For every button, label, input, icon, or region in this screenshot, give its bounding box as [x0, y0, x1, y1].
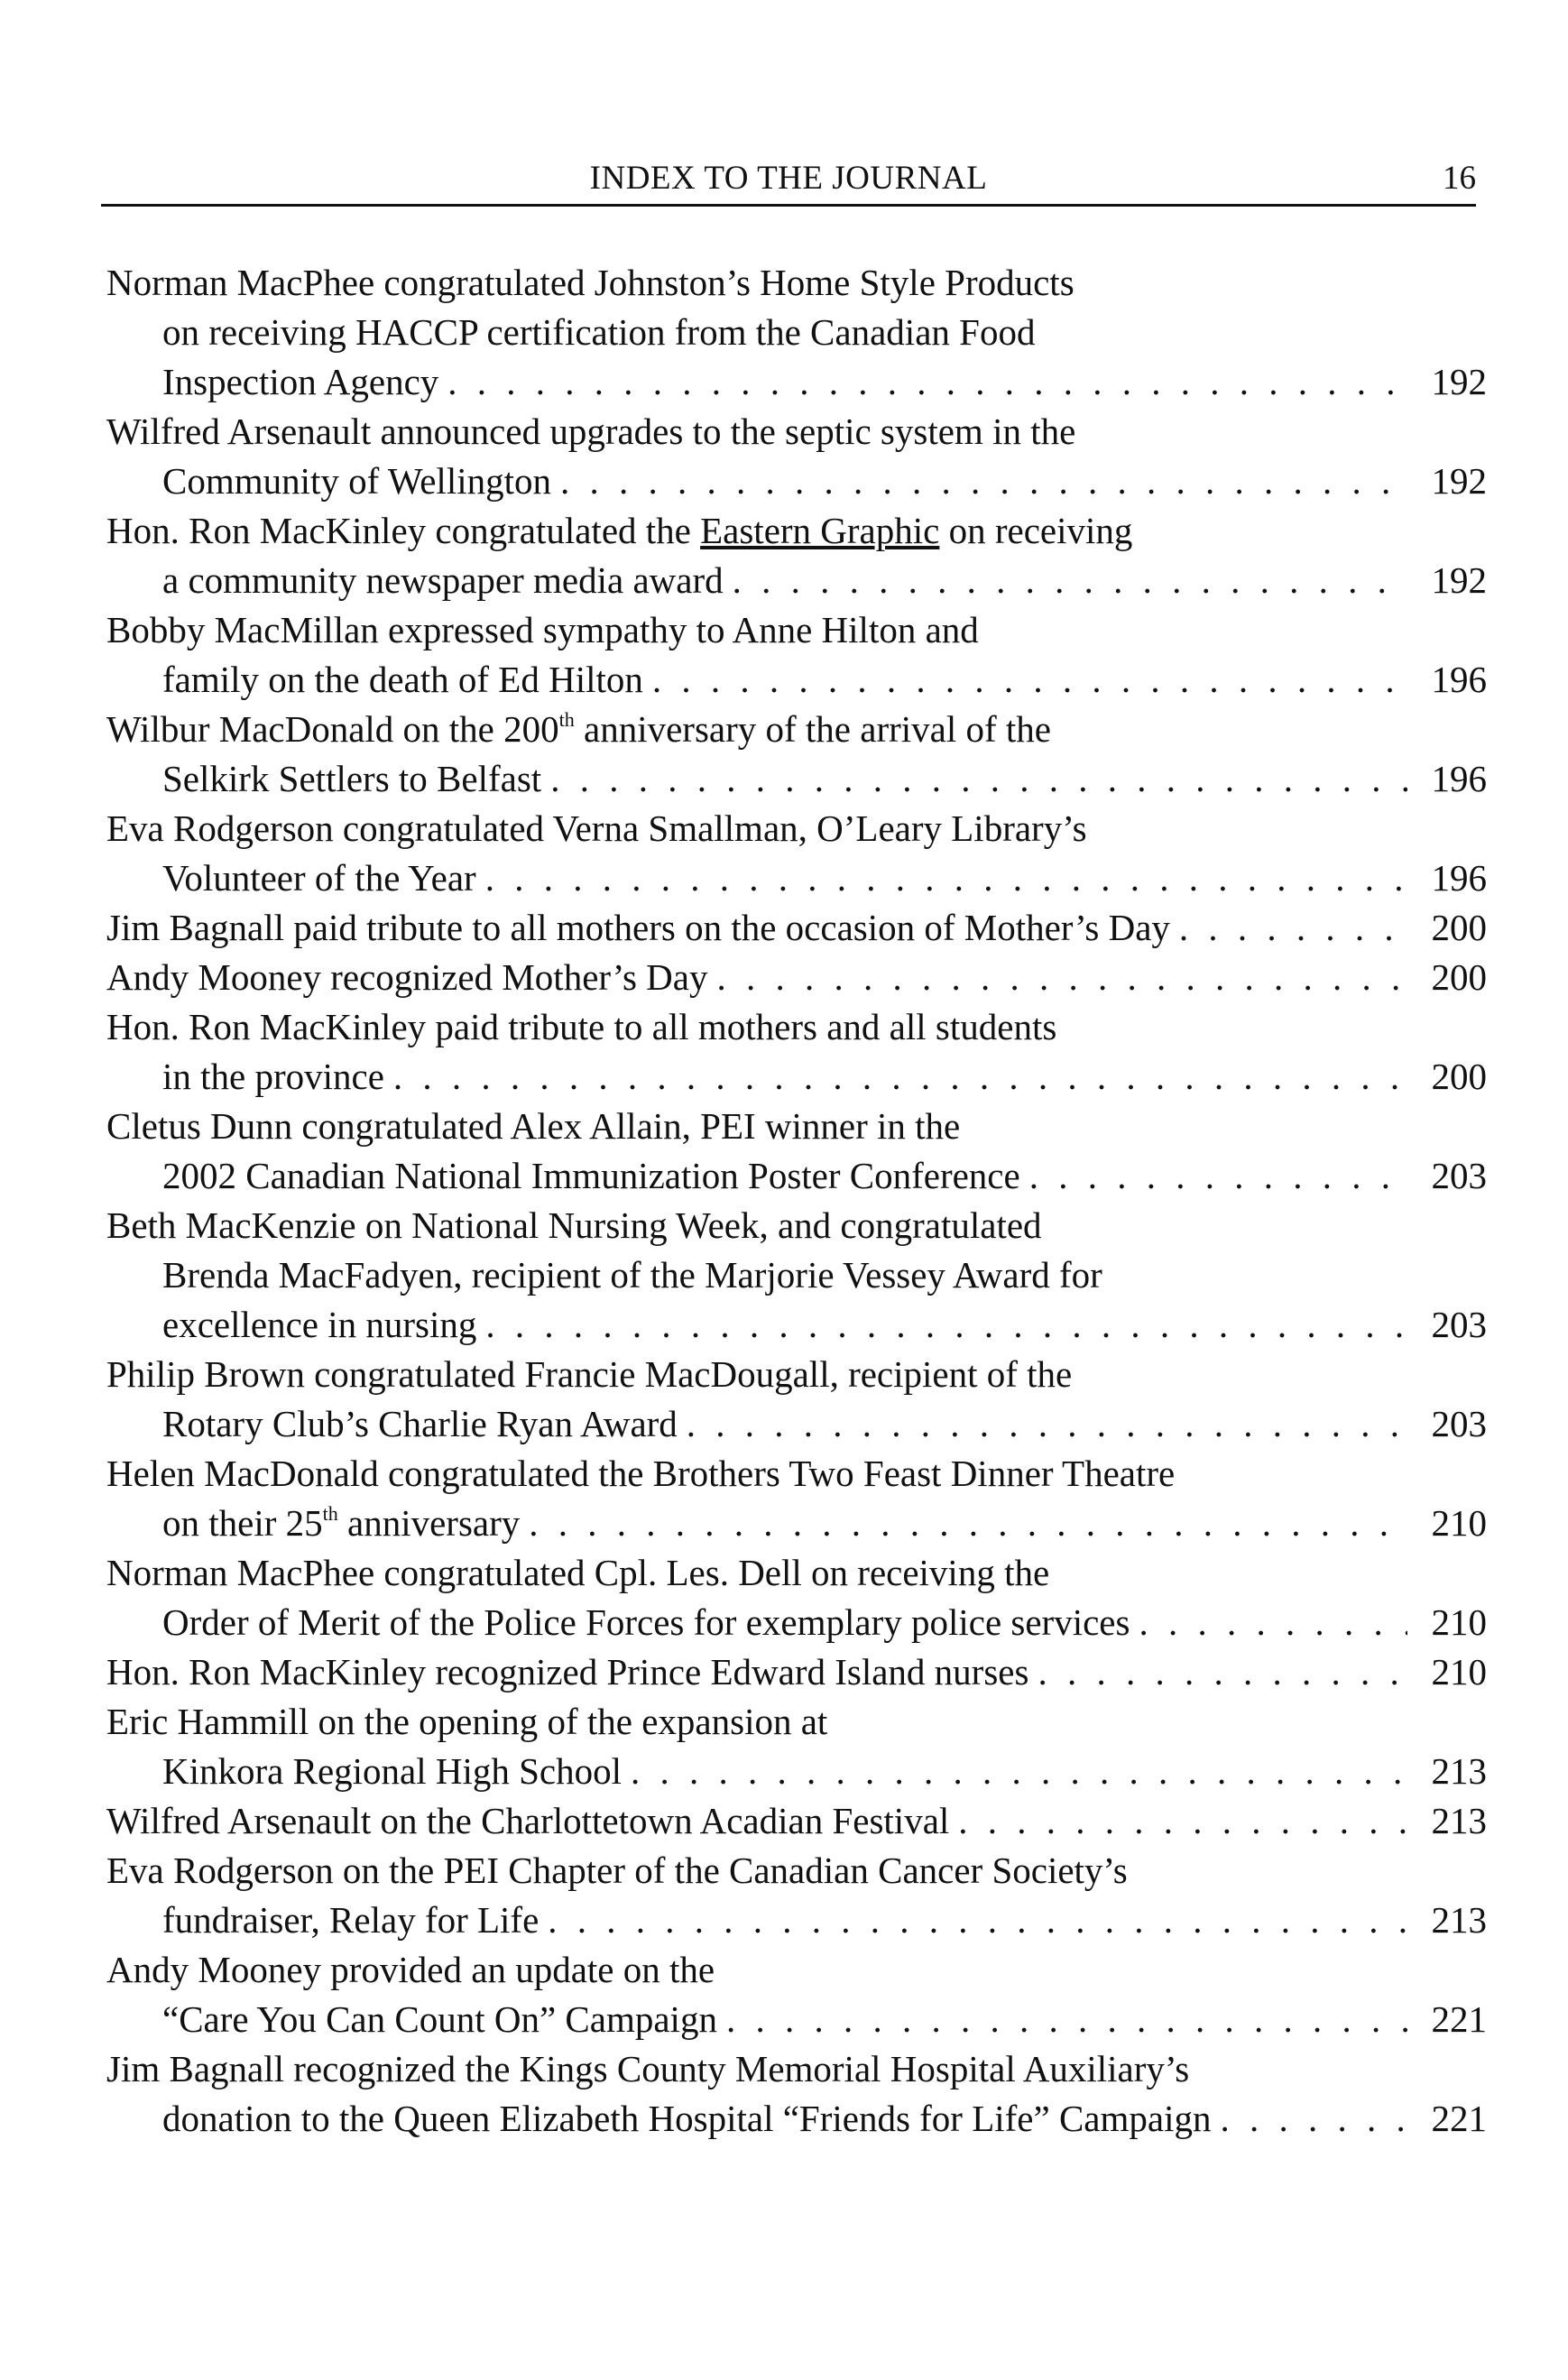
dot-leader	[548, 1896, 1407, 1945]
entry-page-number: 221	[1431, 2098, 1487, 2139]
index-entry	[106, 1796, 1487, 1846]
index-entry	[106, 605, 1487, 705]
dot-leader	[560, 457, 1407, 506]
entry-text: Philip Brown congratulated Francie MacDougall, recipient of the	[106, 1353, 1073, 1395]
entry-page-number: 203	[1431, 1155, 1487, 1196]
entry-text: on receiving HACCP certification from the Canadian Food	[162, 311, 1036, 353]
dot-leader	[1139, 1598, 1407, 1647]
entry-text: 2002 Canadian National Immunization Poster Conference	[162, 1155, 1020, 1196]
entry-text: excellence in nursing	[162, 1304, 477, 1345]
entry-page-number: 200	[1431, 1056, 1487, 1097]
entry-page-number: 200	[1431, 956, 1487, 998]
entry-text-part: Hon. Ron MacKinley congratulated the	[106, 510, 701, 551]
entry-page-number: 210	[1431, 1601, 1487, 1643]
dot-leader	[733, 556, 1407, 605]
index-entry	[106, 1697, 1487, 1796]
entry-page-number: 196	[1431, 659, 1487, 700]
entry-text: family on the death of Ed Hilton	[162, 659, 643, 700]
header-rule	[101, 204, 1476, 207]
entry-page-number: 196	[1431, 758, 1487, 799]
dot-leader	[726, 1995, 1407, 2044]
entry-text: Community of Wellington	[162, 460, 552, 502]
page-number: 16	[1443, 160, 1476, 197]
entry-text-part: on receiving	[939, 510, 1133, 551]
page-header	[101, 153, 1476, 204]
entry-text: fundraiser, Relay for Life	[162, 1899, 540, 1941]
entry-text: Norman MacPhee congratulated Cpl. Les. Dell on receiving the	[106, 1552, 1050, 1593]
dot-leader	[1220, 2094, 1407, 2144]
index-entry	[106, 407, 1487, 506]
entry-page-number: 210	[1431, 1651, 1487, 1693]
index-entry	[106, 903, 1487, 953]
entry-text: Hon. Ron MacKinley recognized Prince Edward Island nurses	[106, 1651, 1029, 1693]
entry-text	[162, 1499, 520, 1548]
dot-leader	[631, 1747, 1407, 1796]
dot-leader	[393, 1052, 1407, 1102]
entry-text: Wilfred Arsenault on the Charlottetown Acadian Festival	[106, 1800, 950, 1841]
entry-text: Cletus Dunn congratulated Alex Allain, PEI winner in the	[106, 1105, 961, 1147]
index-entry	[106, 1002, 1487, 1102]
entry-text: Selkirk Settlers to Belfast	[162, 758, 542, 799]
entry-text: Andy Mooney recognized Mother’s Day	[106, 956, 708, 998]
entry-page-number: 192	[1431, 460, 1487, 502]
dot-leader	[1029, 1151, 1407, 1201]
entry-page-number: 210	[1431, 1502, 1487, 1544]
entry-page-number: 203	[1431, 1403, 1487, 1444]
entry-text	[106, 506, 1132, 556]
newspaper-title: Eastern Graphic	[700, 510, 940, 551]
entry-text: Eva Rodgerson on the PEI Chapter of the Canadian Cancer Society’s	[106, 1850, 1128, 1891]
entry-text: Rotary Club’s Charlie Ryan Award	[162, 1403, 678, 1444]
entry-text-part: anniversary of the arrival of the	[574, 708, 1051, 750]
entry-page-number: 213	[1431, 1750, 1487, 1792]
dot-leader	[550, 754, 1407, 804]
entry-text: a community newspaper media award	[162, 559, 724, 601]
entry-text: Brenda MacFadyen, recipient of the Marjorie Vessey Award for	[162, 1254, 1102, 1296]
entry-text: Eva Rodgerson congratulated Verna Smallman, O’Leary Library’s	[106, 807, 1087, 849]
index-entry	[106, 1846, 1487, 1945]
entry-text-part: Wilbur MacDonald on the 200	[106, 708, 559, 750]
dot-leader	[1038, 1647, 1407, 1697]
index-entry	[106, 1350, 1487, 1449]
dot-leader	[485, 1300, 1407, 1350]
dot-leader	[958, 1796, 1407, 1846]
index-entry	[106, 506, 1487, 605]
entry-text: Jim Bagnall recognized the Kings County Memorial Hospital Auxiliary’s	[106, 2048, 1190, 2089]
dot-leader	[652, 655, 1407, 705]
entry-text: Beth MacKenzie on National Nursing Week, and congratulated	[106, 1204, 1042, 1246]
entry-text: Norman MacPhee congratulated Johnston’s Home Style Products	[106, 262, 1075, 303]
dot-leader	[529, 1499, 1407, 1548]
entry-text: Kinkora Regional High School	[162, 1750, 623, 1792]
dot-leader	[485, 853, 1407, 903]
index-entry	[106, 1647, 1487, 1697]
entry-page-number: 192	[1431, 559, 1487, 601]
entry-page-number: 221	[1431, 1998, 1487, 2040]
index-entry	[106, 705, 1487, 804]
entry-page-number: 192	[1431, 361, 1487, 402]
index-entry	[106, 804, 1487, 903]
index-entry	[106, 2044, 1487, 2144]
page-title: INDEX TO THE JOURNAL	[589, 160, 988, 197]
entry-text: Inspection Agency	[162, 361, 439, 402]
entry-text: Hon. Ron MacKinley paid tribute to all mothers and all students	[106, 1006, 1057, 1047]
entry-text: Wilfred Arsenault announced upgrades to the septic system in the	[106, 411, 1076, 452]
entry-text: Volunteer of the Year	[162, 857, 476, 899]
entry-page-number: 213	[1431, 1800, 1487, 1841]
ordinal-suffix: th	[322, 1502, 338, 1525]
ordinal-suffix: th	[558, 708, 575, 731]
dot-leader	[1179, 903, 1407, 953]
entry-text: donation to the Queen Elizabeth Hospital “Friends for Life” Campaign	[162, 2098, 1212, 2139]
entry-text: Jim Bagnall paid tribute to all mothers on the occasion of Mother’s Day	[106, 907, 1170, 948]
index-entry	[106, 1102, 1487, 1201]
entry-text	[106, 705, 1051, 754]
index-entry	[106, 1201, 1487, 1350]
entry-text-part: anniversary	[337, 1502, 521, 1544]
entry-text: Andy Mooney provided an update on the	[106, 1949, 715, 1990]
index-entry	[106, 953, 1487, 1002]
dot-leader	[716, 953, 1407, 1002]
dot-leader	[447, 357, 1407, 407]
entry-text: Order of Merit of the Police Forces for exemplary police services	[162, 1601, 1130, 1643]
index-entry	[106, 1548, 1487, 1647]
entry-page-number: 196	[1431, 857, 1487, 899]
dot-leader	[687, 1399, 1407, 1449]
index-entry	[106, 1449, 1487, 1548]
entry-text-part: on their 25	[162, 1502, 323, 1544]
index-entry	[106, 258, 1487, 407]
entry-page-number: 200	[1431, 907, 1487, 948]
entry-text: Helen MacDonald congratulated the Brothers Two Feast Dinner Theatre	[106, 1453, 1176, 1494]
index-list	[106, 258, 1487, 2144]
entry-page-number: 203	[1431, 1304, 1487, 1345]
entry-text: in the province	[162, 1056, 384, 1097]
entry-text: Bobby MacMillan expressed sympathy to Anne Hilton and	[106, 609, 979, 650]
entry-text: “Care You Can Count On” Campaign	[162, 1998, 717, 2040]
index-entry	[106, 1945, 1487, 2044]
entry-text: Eric Hammill on the opening of the expansion at	[106, 1701, 828, 1742]
entry-page-number: 213	[1431, 1899, 1487, 1941]
